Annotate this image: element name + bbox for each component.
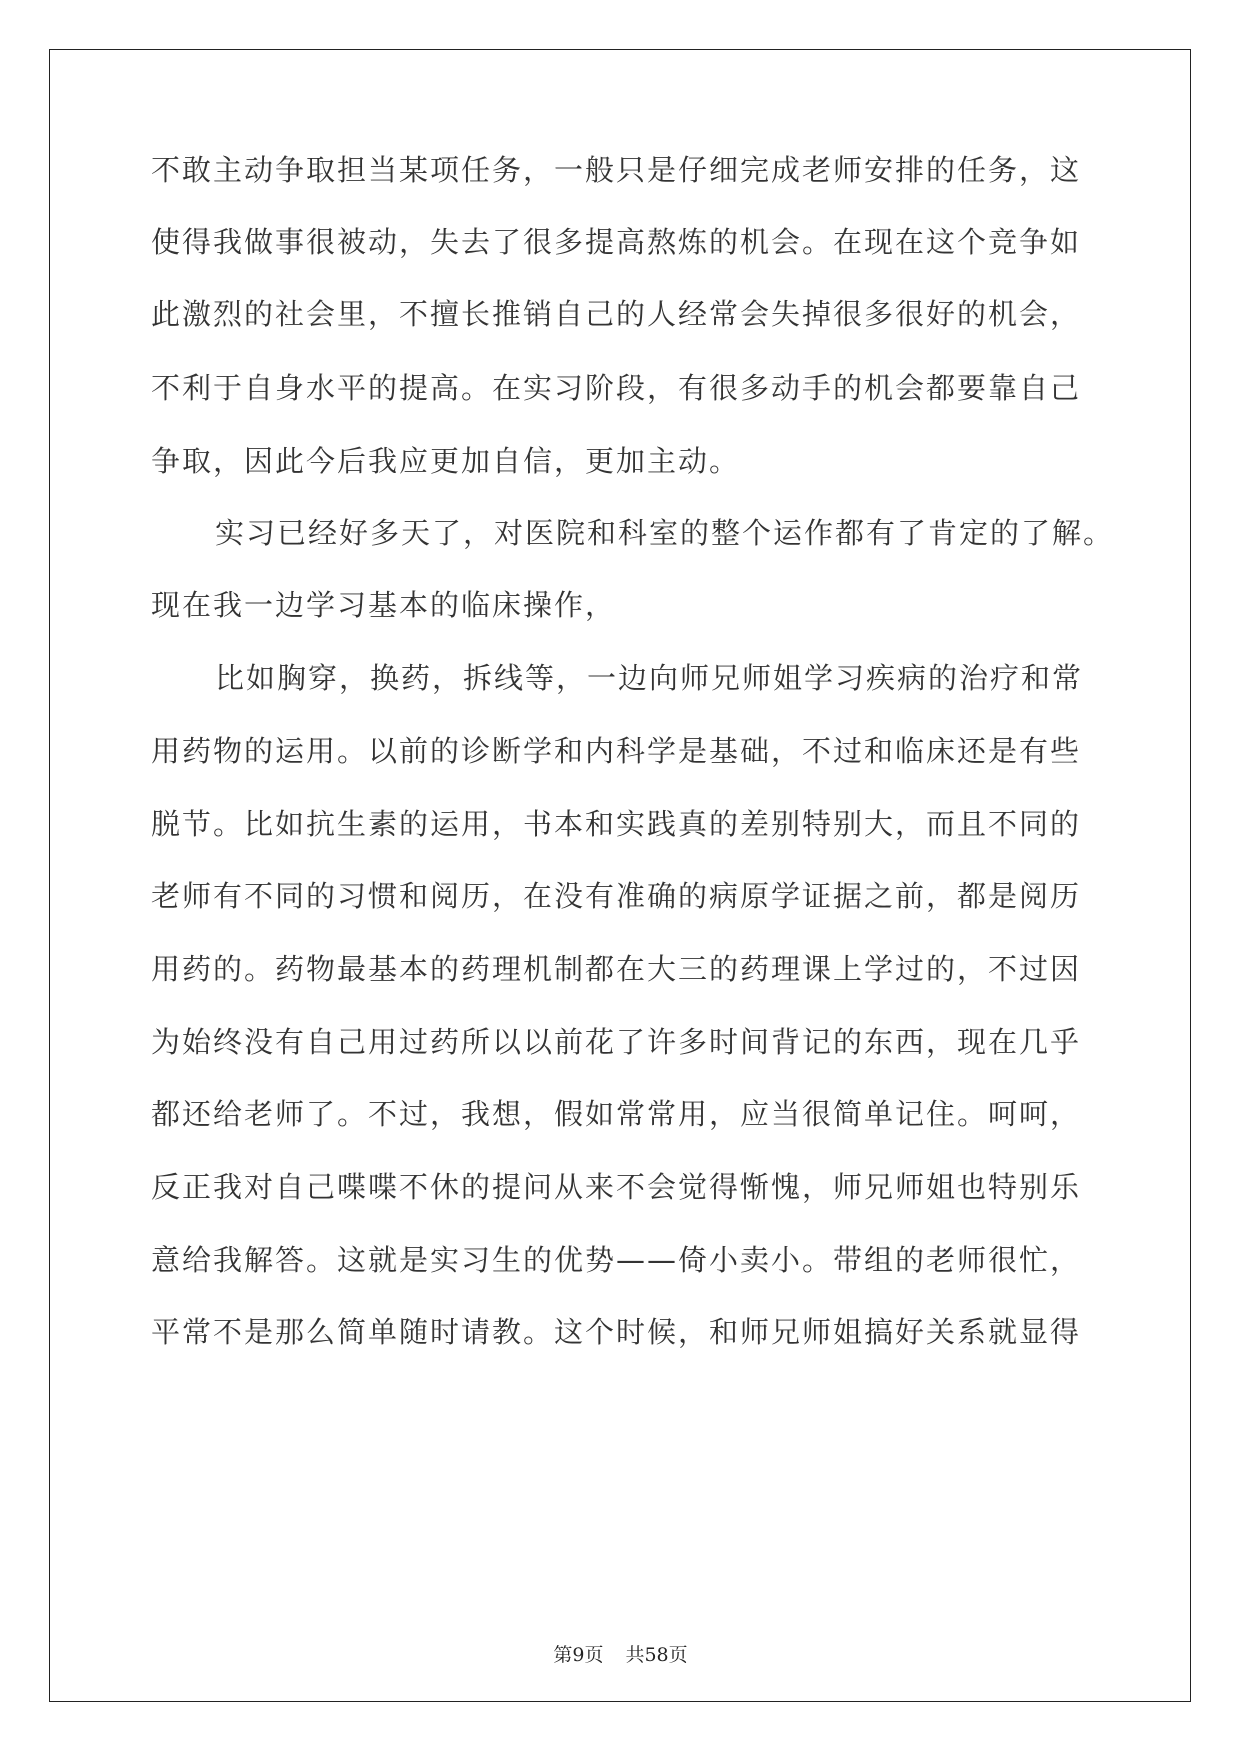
text-line: 脱节。比如抗生素的运用，书本和实践真的差别特别大，而且不同的 (151, 807, 1082, 841)
text-line: 争取，因此今后我应更加自信，更加主动。 (151, 444, 741, 478)
current-page-number: 第9页 (553, 1644, 604, 1666)
text-line: 用药物的运用。以前的诊断学和内科学是基础，不过和临床还是有些 (151, 734, 1082, 768)
total-page-count: 共58页 (625, 1644, 688, 1666)
text-line: 使得我做事很被动，失去了很多提高熬炼的机会。在现在这个竞争如 (151, 225, 1082, 259)
text-line: 为始终没有自己用过药所以以前花了许多时间背记的东西，现在几乎 (151, 1025, 1082, 1059)
paragraph-start-line: 比如胸穿，换药，拆线等，一边向师兄师姐学习疾病的治疗和常 (215, 661, 1084, 695)
page-footer (0, 1640, 1241, 1667)
text-line: 都还给老师了。不过，我想，假如常常用，应当很简单记住。呵呵， (151, 1097, 1082, 1131)
text-line: 不利于自身水平的提高。在实习阶段，有很多动手的机会都要靠自己 (151, 371, 1082, 405)
text-line: 反正我对自己喋喋不休的提问从来不会觉得惭愧，师兄师姐也特别乐 (151, 1170, 1082, 1204)
text-line: 此激烈的社会里，不擅长推销自己的人经常会失掉很多很好的机会， (151, 297, 1082, 331)
paragraph-start-line: 实习已经好多天了，对医院和科室的整个运作都有了肯定的了解。 (215, 516, 1115, 550)
text-line: 不敢主动争取担当某项任务，一般只是仔细完成老师安排的任务，这 (151, 153, 1082, 187)
text-line: 用药的。药物最基本的药理机制都在大三的药理课上学过的，不过因 (151, 952, 1082, 986)
text-line: 意给我解答。这就是实习生的优势——倚小卖小。带组的老师很忙， (151, 1243, 1082, 1277)
text-line: 老师有不同的习惯和阅历，在没有准确的病原学证据之前，都是阅历 (151, 879, 1082, 913)
text-line: 平常不是那么简单随时请教。这个时候，和师兄师姐搞好关系就显得 (151, 1315, 1082, 1349)
text-line: 现在我一边学习基本的临床操作， (151, 588, 617, 622)
